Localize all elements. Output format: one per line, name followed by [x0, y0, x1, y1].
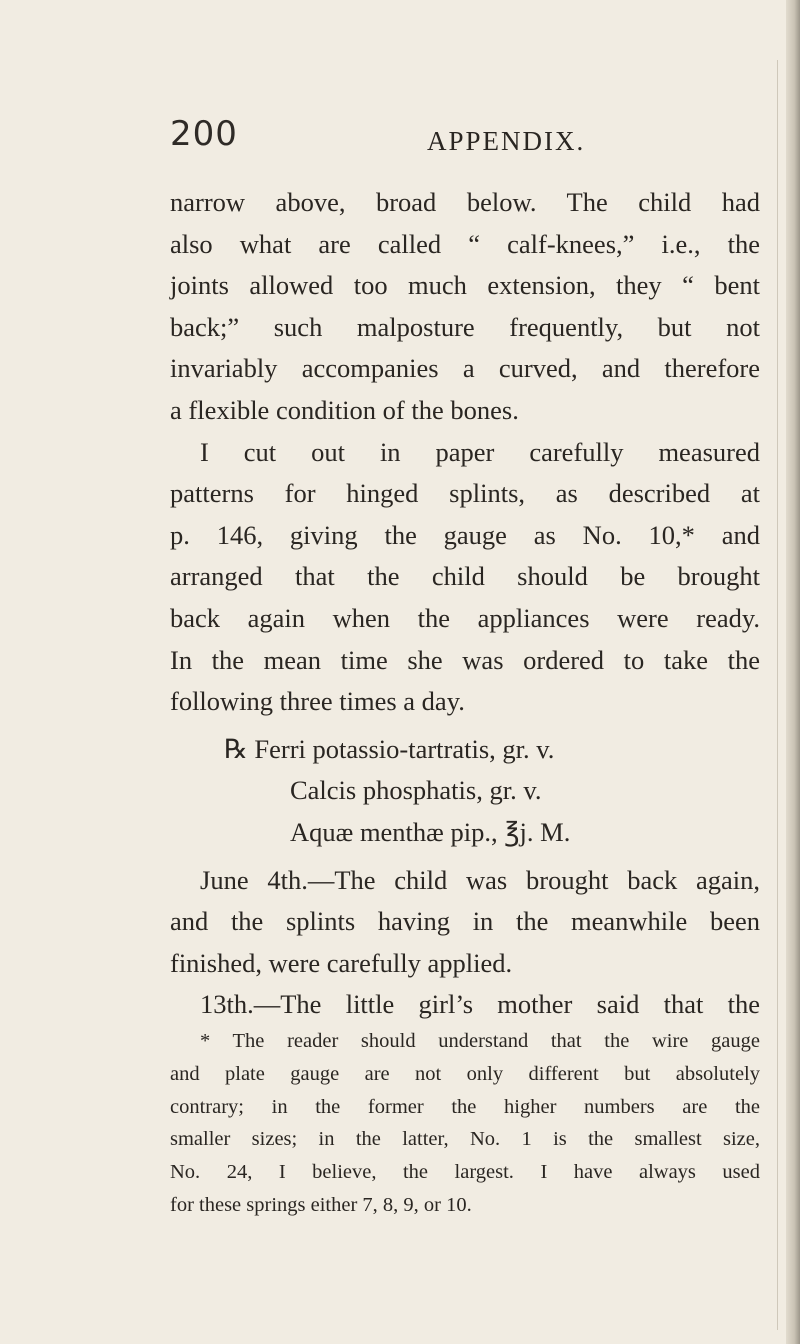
text-line: I cut out in paper carefully measured: [200, 436, 760, 467]
text-line: 13th.—The little girl’s mother said that the: [200, 989, 760, 1020]
footnote-line: and plate gauge are not only different but absolutely: [170, 1062, 760, 1085]
text-line: invariably accompanies a curved, and therefore: [170, 353, 760, 384]
footnote-line: No. 24, I believe, the largest. I have always used: [170, 1161, 760, 1184]
text-line: narrow above, broad below. The child had: [170, 187, 760, 217]
text-line: back again when the appliances were ready.: [170, 602, 760, 633]
text-line: a flexible condition of the bones.: [170, 394, 519, 425]
page-header: [170, 114, 770, 164]
footnote-line: * The reader should understand that the wire gauge: [200, 1030, 760, 1052]
text-line: finished, were carefully applied.: [170, 947, 513, 978]
text-line: In the mean time she was ordered to take the: [170, 644, 760, 675]
page-edge: [786, 0, 800, 1344]
text-line: arranged that the child should be brought: [170, 561, 760, 592]
footnote-line: for these springs either 7, 8, 9, or 10.: [170, 1193, 472, 1216]
footnote: [170, 1025, 760, 1222]
footnote-line: smaller sizes; in the latter, No. 1 is the smallest size,: [170, 1128, 760, 1151]
text-line: joints allowed too much extension, they “ bent: [170, 270, 760, 301]
body-text: [170, 182, 760, 1026]
page-number: 200: [170, 114, 238, 154]
text-line: June 4th.—The child was brought back again,: [200, 864, 760, 895]
prescription-line: Calcis phosphatis, gr. v.: [290, 775, 542, 806]
text-line: and the splints having in the meanwhile been: [170, 906, 760, 937]
text-line: following three times a day.: [170, 686, 465, 717]
footnote-line: contrary; in the former the higher numbers are the: [170, 1095, 760, 1118]
page-fold-line: [777, 60, 778, 1330]
text-line: back;” such malposture frequently, but not: [170, 311, 760, 342]
prescription-line: Aquæ menthæ pip., ℥j. M.: [290, 816, 571, 847]
text-line: also what are called “ calf-knees,” i.e., the: [170, 228, 760, 259]
text-line: patterns for hinged splints, as described at: [170, 478, 760, 509]
prescription-line: ℞ Ferri potassio-tartratis, gr. v.: [224, 733, 555, 764]
running-head: APPENDIX.: [427, 126, 586, 156]
text-line: p. 146, giving the gauge as No. 10,* and: [170, 519, 760, 550]
